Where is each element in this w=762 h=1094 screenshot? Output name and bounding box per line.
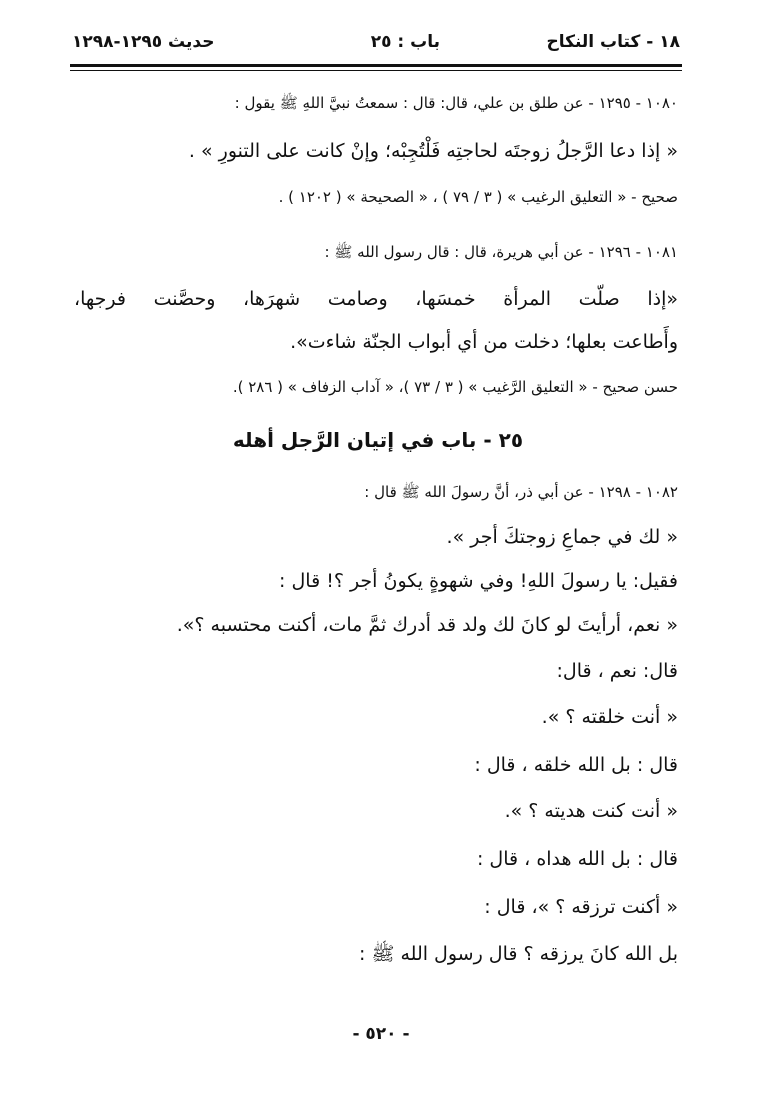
hadith-1082-line-10: بل الله كانَ يرزقه ؟ قال رسول الله ﷺ : <box>359 943 678 965</box>
hadith-1080-matn: « إذا دعا الرَّجلُ زوجتَه لحاجتِه فَلْتُجِبْه؛ وإنْ كانت على التنورِ » . <box>188 140 678 162</box>
chapter-heading: ٢٥ - باب في إتيان الرَّجل أهله <box>232 428 524 452</box>
hadith-1080-isnad: ١٠٨٠ - ١٢٩٥ - عن طلق بن علي، قال: قال : سمعتُ نبيَّ اللهِ ﷺ يقول : <box>234 94 678 112</box>
hadith-1082-line-7: « أنت كنت هديته ؟ ». <box>504 800 678 822</box>
chapter-ref: باب : ٢٥ <box>370 32 440 52</box>
header-rule-thick <box>70 64 682 67</box>
hadith-1082-line-2: فقيل: يا رسولَ اللهِ! وفي شهوةٍ يكونُ أجر ؟! قال : <box>279 570 678 592</box>
hadith-1081-matn-line2: وأَطاعت بعلها؛ دخلت من أي أبواب الجنّة شاءت». <box>290 331 678 353</box>
hadith-1081-grading: حسن صحيح - « التعليق الرَّغيب » ( ٣ / ٧٣ )، « آداب الزفاف » ( ٢٨٦ ). <box>232 378 678 396</box>
hadith-1082-isnad: ١٠٨٢ - ١٢٩٨ - عن أبي ذر، أنَّ رسولَ الله ﷺ قال : <box>364 483 678 501</box>
hadith-range: حديث ١٢٩٥-١٢٩٨ <box>72 32 215 52</box>
hadith-1081-matn-line1: «إذا صلّت المرأة خمسَها، وصامت شهرَها، وحصَّنت فرجها، <box>74 288 678 310</box>
hadith-1082-line-3: « نعم، أرأيتَ لو كانَ لك ولد قد أدرك ثمَّ مات، أكنت محتسبه ؟». <box>176 614 678 636</box>
hadith-1082-line-6: قال : بل الله خلقه ، قال : <box>474 754 678 776</box>
hadith-1082-line-9: « أكنت ترزقه ؟ »، قال : <box>484 896 678 918</box>
hadith-1082-line-5: « أنت خلقته ؟ ». <box>541 706 678 728</box>
header-rule-thin <box>70 70 682 71</box>
hadith-1082-line-4: قال: نعم ، قال: <box>556 660 678 682</box>
page-number: - ٥٢٠ - <box>352 1024 410 1044</box>
hadith-1081-isnad: ١٠٨١ - ١٢٩٦ - عن أبي هريرة، قال : قال رسول الله ﷺ : <box>324 243 678 261</box>
book-title: ١٨ - كتاب النكاح <box>546 32 680 52</box>
hadith-1082-line-8: قال : بل الله هداه ، قال : <box>476 848 678 870</box>
hadith-1082-line-1: « لك في جماعِ زوجتكَ أجر ». <box>446 526 678 548</box>
hadith-1080-grading: صحيح - « التعليق الرغيب » ( ٣ / ٧٩ ) ، « الصحيحة » ( ١٢٠٢ ) . <box>278 188 678 206</box>
running-header <box>72 28 680 62</box>
